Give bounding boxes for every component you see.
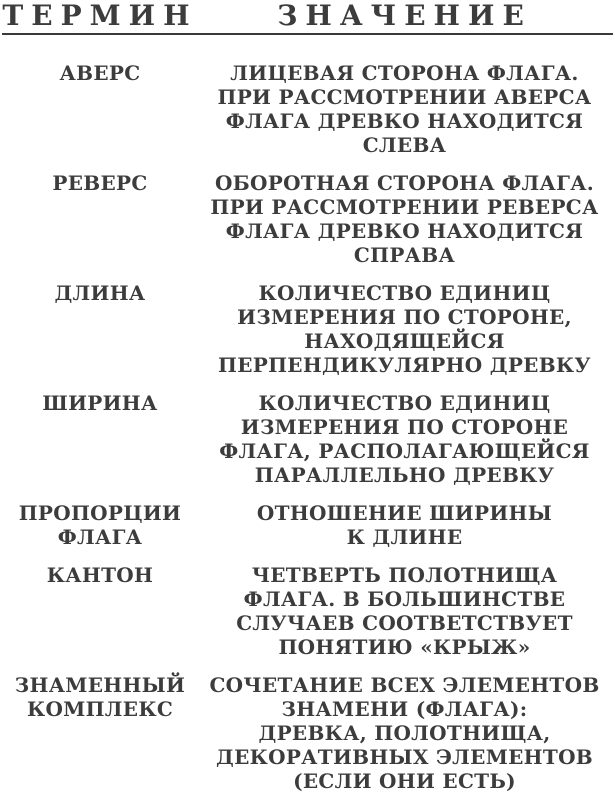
meaning-line: (ЕСЛИ ОНИ ЕСТЬ) bbox=[293, 769, 516, 793]
meaning-line: ПЕРПЕНДИКУЛЯРНО ДРЕВКУ bbox=[218, 353, 591, 377]
meaning-line: ЛИЦЕВАЯ СТОРОНА ФЛАГА. bbox=[230, 61, 579, 85]
meaning-cell bbox=[200, 563, 609, 659]
term-cell bbox=[0, 673, 200, 721]
table-row bbox=[0, 61, 615, 157]
meaning-line: КОЛИЧЕСТВО ЕДИНИЦ bbox=[258, 391, 551, 415]
meaning-line: К ДЛИНЕ bbox=[346, 525, 463, 549]
meaning-line: СЛЕВА bbox=[362, 133, 447, 157]
meaning-line: СОЧЕТАНИЕ ВСЕХ ЭЛЕМЕНТОВ bbox=[209, 673, 600, 697]
term-cell bbox=[0, 391, 200, 415]
meaning-line: ФЛАГА, РАСПОЛАГАЮЩЕЙСЯ bbox=[219, 439, 590, 463]
term-line: ДЛИНА bbox=[54, 281, 146, 305]
meaning-cell bbox=[200, 501, 609, 549]
meaning-line: ЧЕТВЕРТЬ ПОЛОТНИЩА bbox=[251, 563, 558, 587]
meaning-line: СЛУЧАЕВ СООТВЕТСТВУЕТ bbox=[236, 611, 573, 635]
meaning-cell bbox=[200, 61, 609, 157]
term-line: ШИРИНА bbox=[42, 391, 158, 415]
table-row bbox=[0, 281, 615, 377]
table-row bbox=[0, 391, 615, 487]
meaning-line: ДРЕВКА, ПОЛОТНИЩА, bbox=[258, 721, 551, 745]
meaning-line: ФЛАГА ДРЕВКО НАХОДИТСЯ bbox=[225, 109, 584, 133]
column-header-term: ТЕРМИН bbox=[2, 0, 198, 32]
table-row bbox=[0, 171, 615, 267]
term-line: РЕВЕРС bbox=[52, 171, 148, 195]
meaning-line: ПРИ РАССМОТРЕНИИ РЕВЕРСА bbox=[210, 195, 599, 219]
table-row bbox=[0, 563, 615, 659]
meaning-cell bbox=[200, 281, 609, 377]
meaning-line: ФЛАГА ДРЕВКО НАХОДИТСЯ bbox=[225, 219, 584, 243]
table-header bbox=[0, 0, 615, 32]
meaning-line: КОЛИЧЕСТВО ЕДИНИЦ bbox=[258, 281, 551, 305]
meaning-line: ФЛАГА. В БОЛЬШИНСТВЕ bbox=[243, 587, 566, 611]
term-cell bbox=[0, 563, 200, 587]
meaning-line: ИЗМЕРЕНИЯ ПО СТОРОНЕ bbox=[240, 415, 569, 439]
term-line: ЗНАМЕННЫЙ bbox=[14, 673, 186, 697]
meaning-cell bbox=[200, 391, 609, 487]
table-row bbox=[0, 501, 615, 549]
meaning-line: ПОНЯТИЮ «КРЫЖ» bbox=[278, 635, 531, 659]
meaning-cell bbox=[200, 673, 609, 793]
meaning-line: ПРИ РАССМОТРЕНИИ АВЕРСА bbox=[217, 85, 592, 109]
meaning-cell bbox=[200, 171, 609, 267]
header-divider bbox=[2, 33, 613, 35]
term-line: КОМПЛЕКС bbox=[26, 697, 174, 721]
term-line: АВЕРС bbox=[59, 61, 141, 85]
meaning-line: СПРАВА bbox=[353, 243, 456, 267]
term-line: ПРОПОРЦИИ bbox=[18, 501, 182, 525]
table-row bbox=[0, 673, 615, 793]
meaning-line: ПАРАЛЛЕЛЬНО ДРЕВКУ bbox=[254, 463, 555, 487]
term-cell bbox=[0, 61, 200, 85]
term-line: КАНТОН bbox=[46, 563, 154, 587]
meaning-line: ОТНОШЕНИЕ ШИРИНЫ bbox=[256, 501, 553, 525]
meaning-line: ДЕКОРАТИВНЫХ ЭЛЕМЕНТОВ bbox=[216, 745, 593, 769]
term-cell bbox=[0, 281, 200, 305]
meaning-line: ЗНАМЕНИ (ФЛАГА): bbox=[281, 697, 528, 721]
meaning-line: НАХОДЯЩЕЙСЯ bbox=[304, 329, 505, 353]
table-body bbox=[0, 61, 615, 793]
column-header-meaning: ЗНАЧЕНИЕ bbox=[277, 0, 532, 32]
term-cell bbox=[0, 171, 200, 195]
term-line: ФЛАГА bbox=[57, 525, 143, 549]
meaning-line: ОБОРОТНАЯ СТОРОНА ФЛАГА. bbox=[214, 171, 595, 195]
meaning-line: ИЗМЕРЕНИЯ ПО СТОРОНЕ, bbox=[237, 305, 572, 329]
term-cell bbox=[0, 501, 200, 549]
